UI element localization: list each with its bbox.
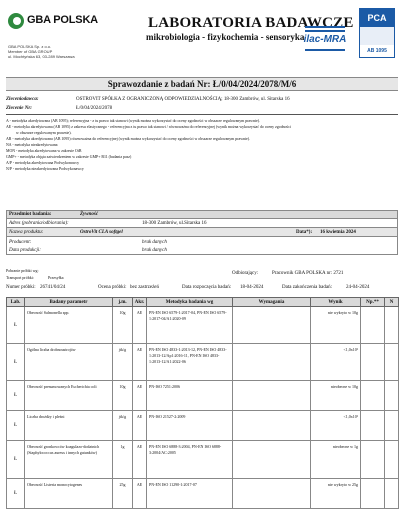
address-label: Adres (pobrania/odbiorania): — [9, 221, 69, 226]
end-date-value: 24-04-2024 — [346, 285, 370, 290]
legend-line: A/P - metodyka akredytowana Podwykonawcy — [6, 161, 80, 165]
sample-head-label: Przedmiot badania: — [9, 212, 52, 217]
table-row — [7, 344, 399, 381]
legend-line: AR - metodyka akredytowana (AB 1095) równoważna do referencyjnej (wynik można wykorzystać do oceny zgodności w obszarze regulowanym prawnie). — [6, 137, 251, 141]
pca-seal-icon — [360, 27, 394, 45]
cell-parameter: Obecność Listeria monocytogenes — [25, 479, 113, 509]
end-date-label: Data zakończenia badań: — [282, 285, 332, 290]
cell-np — [361, 441, 385, 479]
start-date-label: Data rozpoczęcia badań: — [182, 285, 232, 290]
table-row — [7, 411, 399, 441]
col-header-accreditation: Akr. — [133, 298, 147, 307]
cell-method: PN-EN ISO 6888-3:2004, PN-EN ISO 6888-3:2004/AC:2005 — [147, 441, 233, 479]
pca-ab-number: AB 1095 — [367, 48, 387, 54]
cell-n — [385, 381, 399, 411]
col-header-requirements: Wymagania — [233, 298, 311, 307]
cell-requirements — [233, 411, 311, 441]
table-row — [7, 381, 399, 411]
col-header-parameter: Badany parametr — [25, 298, 113, 307]
results-table — [6, 297, 399, 509]
cell-result: <1,0x10¹ — [311, 411, 361, 441]
cell-lab: Ł — [7, 381, 25, 411]
sample-header-row — [6, 210, 398, 219]
divider — [6, 114, 398, 115]
ilac-mra-logo — [301, 20, 349, 62]
sample-state-label: Ocena próbki: — [98, 285, 127, 290]
cell-requirements — [233, 381, 311, 411]
cell-method: PN-EN ISO 4833-1:2013-12, PN-EN ISO 4833-1:2013-12/Ap1:2016-11, PN-EN ISO 4833-1:2013-12/A1:2022-06 — [147, 344, 233, 381]
gba-logo-icon — [8, 13, 24, 29]
legend-line: AE - metodyka akredytowana (AB 1095) z zakresu elastycznego - referencyjna z tu prawo tak stanowi / równoważna do referencyjnej (wynik można wykorzystać do oceny zgodności — [6, 125, 291, 129]
cell-requirements — [233, 441, 311, 479]
cell-accreditation: AE — [133, 307, 147, 344]
table-row — [7, 479, 399, 509]
cell-np — [361, 307, 385, 344]
cell-np — [361, 381, 385, 411]
cell-unit: 10g — [113, 381, 133, 411]
cell-result: nieobecne w 10g — [311, 381, 361, 411]
cell-method: PN-EN ISO 6579-1:2017-04, PN-EN ISO 6579-1:2017-04/A1:2020-09 — [147, 307, 233, 344]
cell-n — [385, 479, 399, 509]
cell-result: <1,0x10¹ — [311, 344, 361, 381]
cell-lab: Ł — [7, 441, 25, 479]
product-name-value: OstroVit CLA softgel — [80, 230, 123, 235]
cell-accreditation: AE — [133, 479, 147, 509]
cell-lab: Ł — [7, 344, 25, 381]
cell-unit: 1g — [113, 441, 133, 479]
cell-unit: jtk/g — [113, 344, 133, 381]
order-value: Ł/0/04/2024/2078 — [76, 106, 113, 111]
sampling-label: Pobranie próbki wg: — [6, 268, 39, 273]
cell-n — [385, 307, 399, 344]
cell-np — [361, 411, 385, 441]
cell-lab: Ł — [7, 479, 25, 509]
ilac-text: ilac-MRA — [303, 34, 347, 45]
cell-accreditation: AE — [133, 344, 147, 381]
cell-method: PN-EN ISO 11290-1:2017-07 — [147, 479, 233, 509]
client-label: Zleceniodawca: — [6, 97, 39, 102]
start-date-value: 18-04-2024 — [240, 285, 264, 290]
recipient-label: Odbiorający: — [232, 271, 259, 276]
product-name-label: Nazwa produktu: — [9, 230, 44, 235]
cell-n — [385, 344, 399, 381]
table-row — [7, 441, 399, 479]
cell-method: PN-ISO 21527-2:2009 — [147, 411, 233, 441]
report-title: Sprawozdanie z badań Nr: Ł/0/04/2024/2078/M/6 — [107, 79, 297, 89]
production-date-label: Data produkcji: — [9, 248, 41, 253]
legend-line: MON - metodyka akredytowana w zakresie OiB — [6, 149, 82, 153]
cell-requirements — [233, 479, 311, 509]
cell-method: PN-ISO 7251:2006 — [147, 381, 233, 411]
legend-line: N/P - metodyka nieakredytowana Podwykonawcy — [6, 167, 84, 171]
company-line: GBA POLSKA Sp. z o.o. — [8, 44, 52, 49]
legend-line: w obszarze regulowanym prawnie). — [16, 131, 72, 135]
producer-box — [6, 237, 398, 255]
company-info — [8, 44, 75, 59]
transport-value: Przesyłka — [48, 275, 64, 280]
production-date-value: brak danych — [142, 248, 167, 253]
cell-requirements — [233, 307, 311, 344]
lab-subtitle: mikrobiologia - fizykochemia - sensoryka — [146, 32, 305, 42]
cell-requirements — [233, 344, 311, 381]
cell-unit: 25g — [113, 479, 133, 509]
transport-label: Transport próbki: — [6, 275, 34, 280]
cell-parameter: Obecność gronkowców koagulazo-dodatnich (Staphylococcus aureus i innych gatunków) — [25, 441, 113, 479]
cell-lab: Ł — [7, 307, 25, 344]
cell-np — [361, 479, 385, 509]
sample-number-label: Numer próbki: — [6, 285, 36, 290]
legend-line: GMP+ - metodyka objęta zatwierdzeniem w zakresie GMP+ B11 (badania pasz) — [6, 155, 132, 159]
cell-unit: jtk/g — [113, 411, 133, 441]
company-line: Member of GBA GROUP — [8, 49, 53, 54]
address-value: 18-300 Zambrów, ul.Sitarska 16 — [142, 221, 207, 226]
method-legend — [6, 118, 402, 172]
col-header-lab: Lab. — [7, 298, 25, 307]
date-label: Data*): — [296, 230, 313, 235]
cell-accreditation: AE — [133, 411, 147, 441]
col-header-result: Wynik — [311, 298, 361, 307]
recipient-value: Pracownik GBA POLSKA nr: 2721 — [272, 271, 344, 276]
legend-line: NA - metodyka nieakredytowana — [6, 143, 58, 147]
col-header-unit: j.m. — [113, 298, 133, 307]
cell-parameter: Liczba drożdży i pleśni — [25, 411, 113, 441]
sample-number-value: 26741/04/24 — [40, 285, 66, 290]
sample-head-value: Żywność — [80, 212, 99, 217]
cell-np — [361, 344, 385, 381]
cell-parameter: Ogólna liczba drobnoustrojów — [25, 344, 113, 381]
gba-polska-logo — [8, 5, 98, 43]
producer-label: Producent: — [9, 240, 32, 245]
legend-line: A - metodyka akredytowana (AB 1095); referencyjna - z tu prawo tak stanowi (wynik można wykorzystać do oceny zgodności w obszarze regulowanym prawnie). — [6, 119, 260, 123]
cell-n — [385, 411, 399, 441]
date-value: 16 kwietnia 2024 — [320, 230, 356, 235]
company-line: ul. Mochtyńska 63, 03-289 Warszawa — [8, 54, 75, 59]
producer-value: brak danych — [142, 240, 167, 245]
cell-n — [385, 441, 399, 479]
cell-accreditation: AE — [133, 381, 147, 411]
cell-lab: Ł — [7, 411, 25, 441]
cell-parameter: Obecność Salmonella spp. — [25, 307, 113, 344]
table-row — [7, 307, 399, 344]
lab-title: LABORATORIA BADAWCZE — [148, 15, 354, 31]
col-header-np: Np.** — [361, 298, 385, 307]
col-header-n: N — [385, 298, 399, 307]
pca-text: PCA — [360, 9, 394, 27]
sample-state-value: bez zastrzeżeń — [130, 285, 160, 290]
cell-result: nie wykryto w 10g — [311, 307, 361, 344]
cell-result: nieobecne w 1g — [311, 441, 361, 479]
cell-result: nie wykryto w 25g — [311, 479, 361, 509]
client-value: OSTROVIT SPÓŁKA Z OGRANICZONĄ ODPOWIEDZIALNOŚCIĄ; 18-300 Zambrów, ul. Sitarska 16 — [76, 97, 290, 102]
cell-unit: 10g — [113, 307, 133, 344]
cell-parameter: Obecność presumowanych Escherichia coli — [25, 381, 113, 411]
table-header-row — [7, 298, 399, 307]
col-header-method: Metodyka badania wg — [147, 298, 233, 307]
cell-accreditation: AE — [133, 441, 147, 479]
pca-accreditation-badge — [359, 8, 395, 58]
order-label: Zlecenie Nr: — [6, 106, 32, 111]
logo-name: GBA POLSKA — [27, 14, 98, 26]
